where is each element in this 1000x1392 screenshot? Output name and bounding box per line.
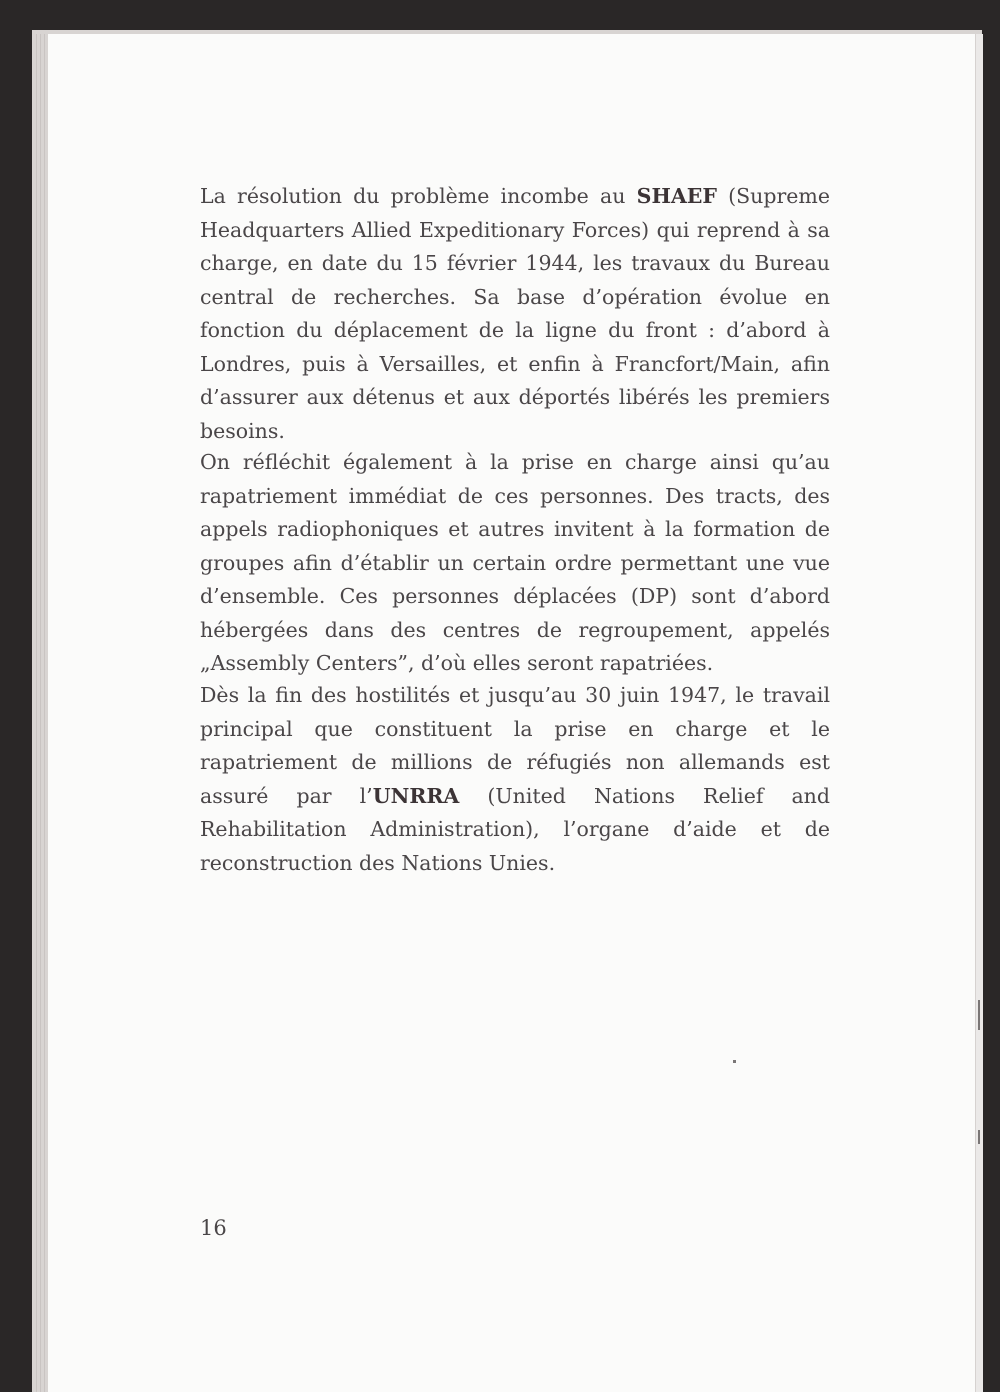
page-right-edge <box>975 34 983 1392</box>
unrra-term: UNRRA <box>372 783 460 808</box>
page-stack-line <box>40 34 41 1392</box>
paragraph-shaef <box>200 180 830 448</box>
paragraph-1-text-b: (Supreme Headquarters Allied Expeditionary Forces) qui reprend à sa charge, en date du 15 février 1944, les travaux du Bureau central de recherches. Sa base d’opération évolue en fonction du déplacement de la ligne du front : d’abord à Londres, puis à Versailles, et enfin à Francfort/Main, afin d’assurer aux détenus et aux déportés libérés les premiers besoins. <box>200 184 830 443</box>
page-stack-line <box>44 34 45 1392</box>
paper-speck <box>733 1060 736 1063</box>
paragraph-repatriation: On réfléchit également à la prise en charge ainsi qu’au rapatriement immédiat de ces personnes. Des tracts, des appels radiophoniques et autres invitent à la formation de groupes afin d’établir un certain ordre permettant une vue d’ensemble. Ces personnes déplacées (DP) sont d’abord hébergées dans des centres de regroupement, appelés „Assembly Centers”, d’où elles seront rapatriées. <box>200 450 830 675</box>
paragraph-1-text-a: La résolution du problème incombe au <box>200 184 637 208</box>
page-stack-line <box>36 34 37 1392</box>
page-number: 16 <box>200 1216 227 1240</box>
paragraph-3-text-b: (United Nations Relief and Rehabilitation Administration), l’organe d’aide et de reconstruction des Nations Unies. <box>200 783 831 875</box>
paragraph-3-text-a: Dès la fin des hostilités et jusqu’au 30 juin 1947, le travail principal que constituent la prise en charge et le rapatriement de millions de réfugiés non allemands est assuré par l’ <box>200 683 830 808</box>
paper-speck <box>978 1000 980 1030</box>
paper-speck <box>978 1130 980 1144</box>
shaef-term: SHAEF <box>636 184 717 208</box>
paragraph-unrra <box>200 679 830 880</box>
